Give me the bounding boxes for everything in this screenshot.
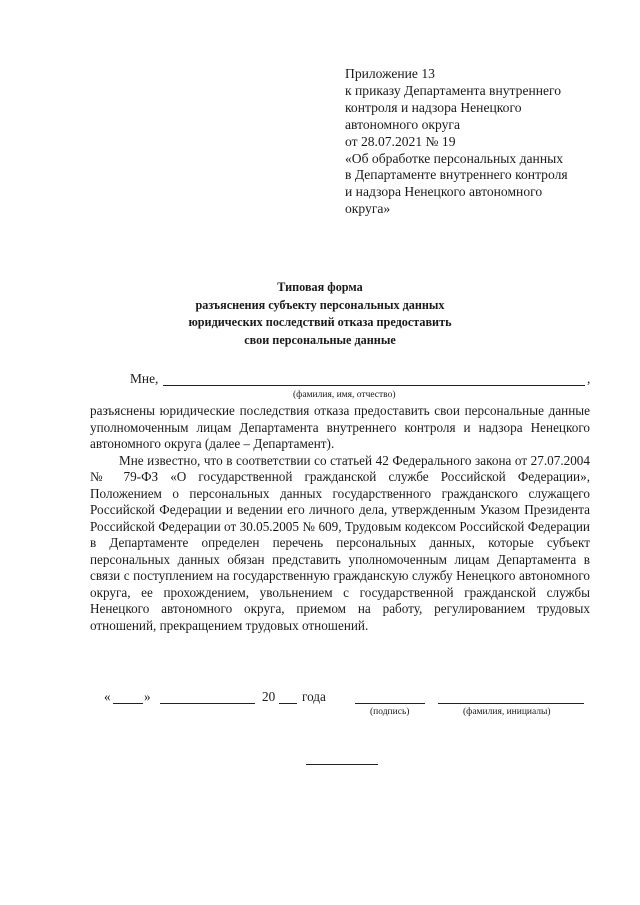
title-line: разъяснения субъекту персональных данных <box>195 297 445 312</box>
fio-blank-line[interactable] <box>163 385 585 386</box>
appendix-line: контроля и надзора Ненецкого <box>345 99 522 115</box>
fio-caption: (фамилия, имя, отчество) <box>293 390 396 400</box>
mne-label: Мне, <box>130 371 159 386</box>
appendix-line: к приказу Департамента внутреннего <box>345 82 562 98</box>
body-paragraph-2: Мне известно, что в соответствии со статьей 42 Федерального закона от 27.07.2004 № 79-ФЗ «О государственной гражданской службе Российской Федерации», Положением о персональных данных государственного гражданского служащего Российской Федерации и ведении его личного дела, утвержденным Указом Президента Российской Федерации от 30.05.2005 № 609, Трудовым кодексом Российской Федерации в Департаменте определен перечень персональных данных, которые субъект персональных данных обязан представить уполномоченным лицам Департамента в связи с поступлением на государственную гражданскую службу Ненецкого автономного округа, ее прохождением, увольнением с государственной гражданской службы Ненецкого автономного округа, приемом на работу, регулированием трудовых отношений, прекращением трудовых отношений. <box>90 452 590 633</box>
fio-initials-caption: (фамилия, инициалы) <box>463 707 551 717</box>
year-blank-line[interactable] <box>279 703 297 704</box>
appendix-line: от 28.07.2021 № 19 <box>345 133 456 149</box>
day-blank-line[interactable] <box>113 703 143 704</box>
podpis-caption: (подпись) <box>370 707 410 717</box>
body-paragraph-1: разъяснены юридические последствия отказа предоставить свои персональные данные уполномоченным лицам Департамента внутреннего контроля и надзора Ненецкого автономного округа (далее – Департамент). <box>90 403 590 451</box>
month-blank-line[interactable] <box>160 703 255 704</box>
initials-blank-line[interactable] <box>438 703 584 704</box>
title-line: свои персональные данные <box>244 332 396 347</box>
appendix-line: и надзора Ненецкого автономного <box>345 184 543 200</box>
appendix-line: «Об обработке персональных данных <box>345 150 564 166</box>
year-suffix: года <box>302 689 326 704</box>
document-title <box>0 279 640 349</box>
date-quote-open: « <box>104 689 111 704</box>
body-text <box>90 403 590 634</box>
signature-blank-line[interactable] <box>355 703 425 704</box>
appendix-line: в Департаменте внутреннего контроля <box>345 167 568 183</box>
appendix-line: Приложение 13 <box>345 66 435 81</box>
appendix-block <box>345 66 595 218</box>
title-line: юридических последствий отказа предоставить <box>188 315 452 329</box>
title-line: Типовая форма <box>277 280 363 294</box>
date-quote-close: » <box>144 689 151 704</box>
appendix-line: округа» <box>345 201 391 217</box>
end-divider <box>306 764 378 765</box>
mne-comma: , <box>587 371 591 386</box>
appendix-line: автономного округа <box>345 116 461 132</box>
year-prefix: 20 <box>262 689 276 704</box>
